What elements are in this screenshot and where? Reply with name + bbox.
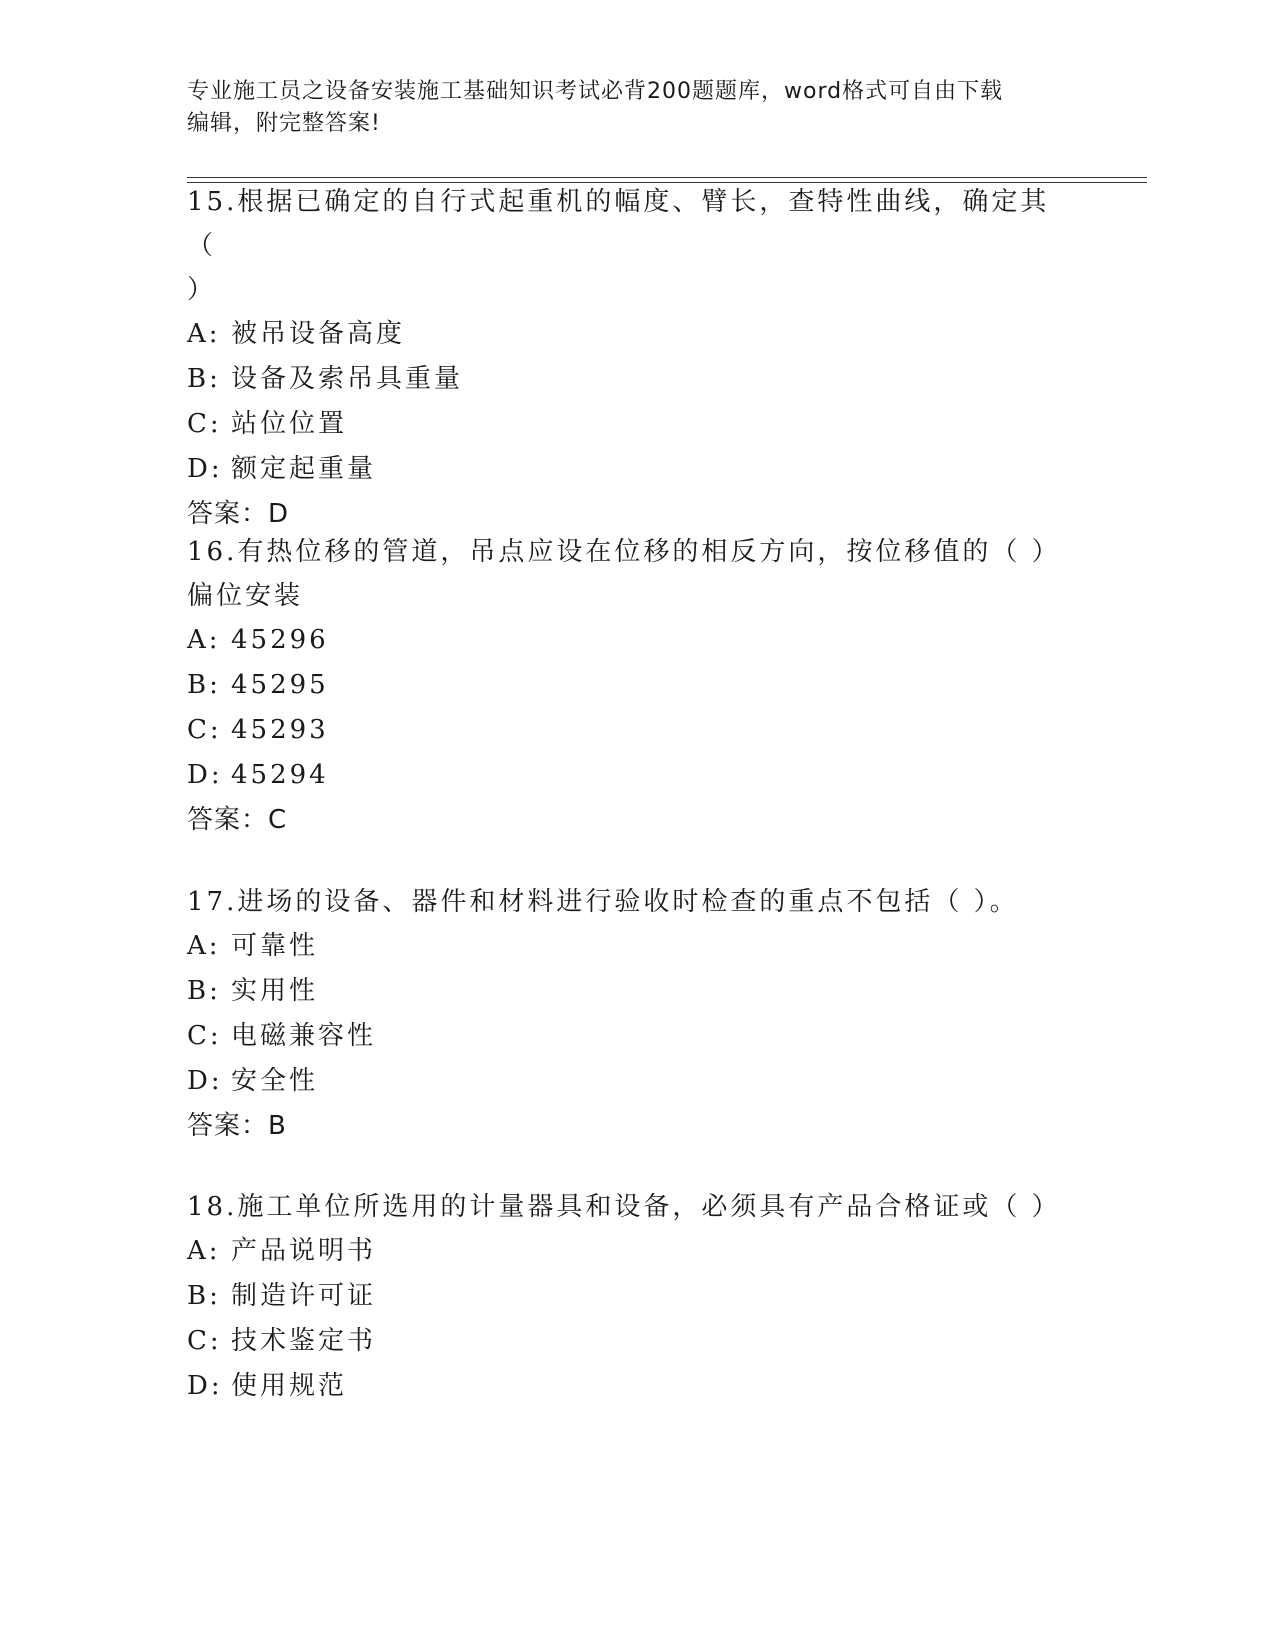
option-text: 安全性	[231, 1066, 319, 1096]
option-c	[187, 402, 1067, 447]
option-letter: B:	[187, 670, 221, 700]
option-letter: C:	[187, 409, 222, 439]
option-b	[187, 663, 1067, 708]
option-text: 技术鉴定书	[231, 1326, 377, 1356]
option-letter: B:	[187, 364, 221, 394]
question-stem: 17.进场的设备、器件和材料进行验收时检查的重点不包括（ ）。	[187, 887, 1019, 917]
option-b	[187, 969, 1067, 1014]
option-text: 电磁兼容性	[231, 1021, 377, 1051]
option-text: 45294	[231, 760, 329, 790]
option-letter: A:	[187, 931, 221, 961]
option-a	[187, 312, 1067, 357]
option-c	[187, 1014, 1067, 1059]
option-c	[187, 708, 1067, 753]
question-stem: 15.根据已确定的自行式起重机的幅度、臂长，查特性曲线，确定其（	[187, 187, 1050, 261]
option-d	[187, 753, 1067, 798]
option-text: 制造许可证	[231, 1281, 377, 1311]
option-letter: A:	[187, 625, 221, 655]
option-a	[187, 618, 1067, 663]
option-letter: D:	[187, 1371, 223, 1401]
header-line-1: 专业施工员之设备安装施工基础知识考试必背200题题库，word格式可自由下载	[187, 79, 1004, 104]
question-stem: 16.有热位移的管道，吊点应设在位移的相反方向，按位移值的（ ）	[187, 537, 1061, 567]
option-letter: C:	[187, 1021, 222, 1051]
option-b	[187, 1274, 1067, 1319]
document-header	[187, 76, 1067, 140]
option-letter: D:	[187, 760, 223, 790]
option-letter: D:	[187, 454, 223, 484]
option-a	[187, 924, 1067, 969]
option-c	[187, 1319, 1067, 1364]
question-stem: 18.施工单位所选用的计量器具和设备，必须具有产品合格证或（ ）	[187, 1192, 1061, 1222]
option-text: 站位位置	[231, 409, 348, 439]
answer: 答案：D	[187, 499, 290, 529]
option-letter: A:	[187, 1236, 221, 1266]
option-text: 45293	[231, 715, 329, 745]
option-letter: D:	[187, 1066, 223, 1096]
question-15	[187, 180, 1067, 537]
question-18	[187, 1185, 1067, 1409]
option-text: 额定起重量	[231, 454, 377, 484]
question-stem-continued: 偏位安装	[187, 581, 304, 611]
option-b	[187, 357, 1067, 402]
option-letter: B:	[187, 976, 221, 1006]
option-text: 45295	[231, 670, 329, 700]
option-letter: A:	[187, 319, 221, 349]
option-text: 设备及索吊具重量	[231, 364, 464, 394]
option-letter: C:	[187, 1326, 222, 1356]
option-text: 可靠性	[231, 931, 319, 961]
option-a	[187, 1229, 1067, 1274]
option-d	[187, 1364, 1067, 1409]
option-d	[187, 1059, 1067, 1104]
question-17	[187, 880, 1067, 1149]
answer: 答案：B	[187, 1111, 287, 1141]
option-letter: C:	[187, 715, 222, 745]
option-text: 实用性	[231, 976, 319, 1006]
option-text: 被吊设备高度	[231, 319, 406, 349]
option-d	[187, 447, 1067, 492]
question-16	[187, 530, 1067, 843]
option-text: 45296	[231, 625, 329, 655]
question-stem-continued: ）	[187, 275, 217, 305]
option-text: 产品说明书	[231, 1236, 377, 1266]
option-text: 使用规范	[231, 1371, 348, 1401]
header-line-2: 编辑，附完整答案!	[187, 111, 381, 136]
answer: 答案：C	[187, 805, 288, 835]
option-letter: B:	[187, 1281, 221, 1311]
